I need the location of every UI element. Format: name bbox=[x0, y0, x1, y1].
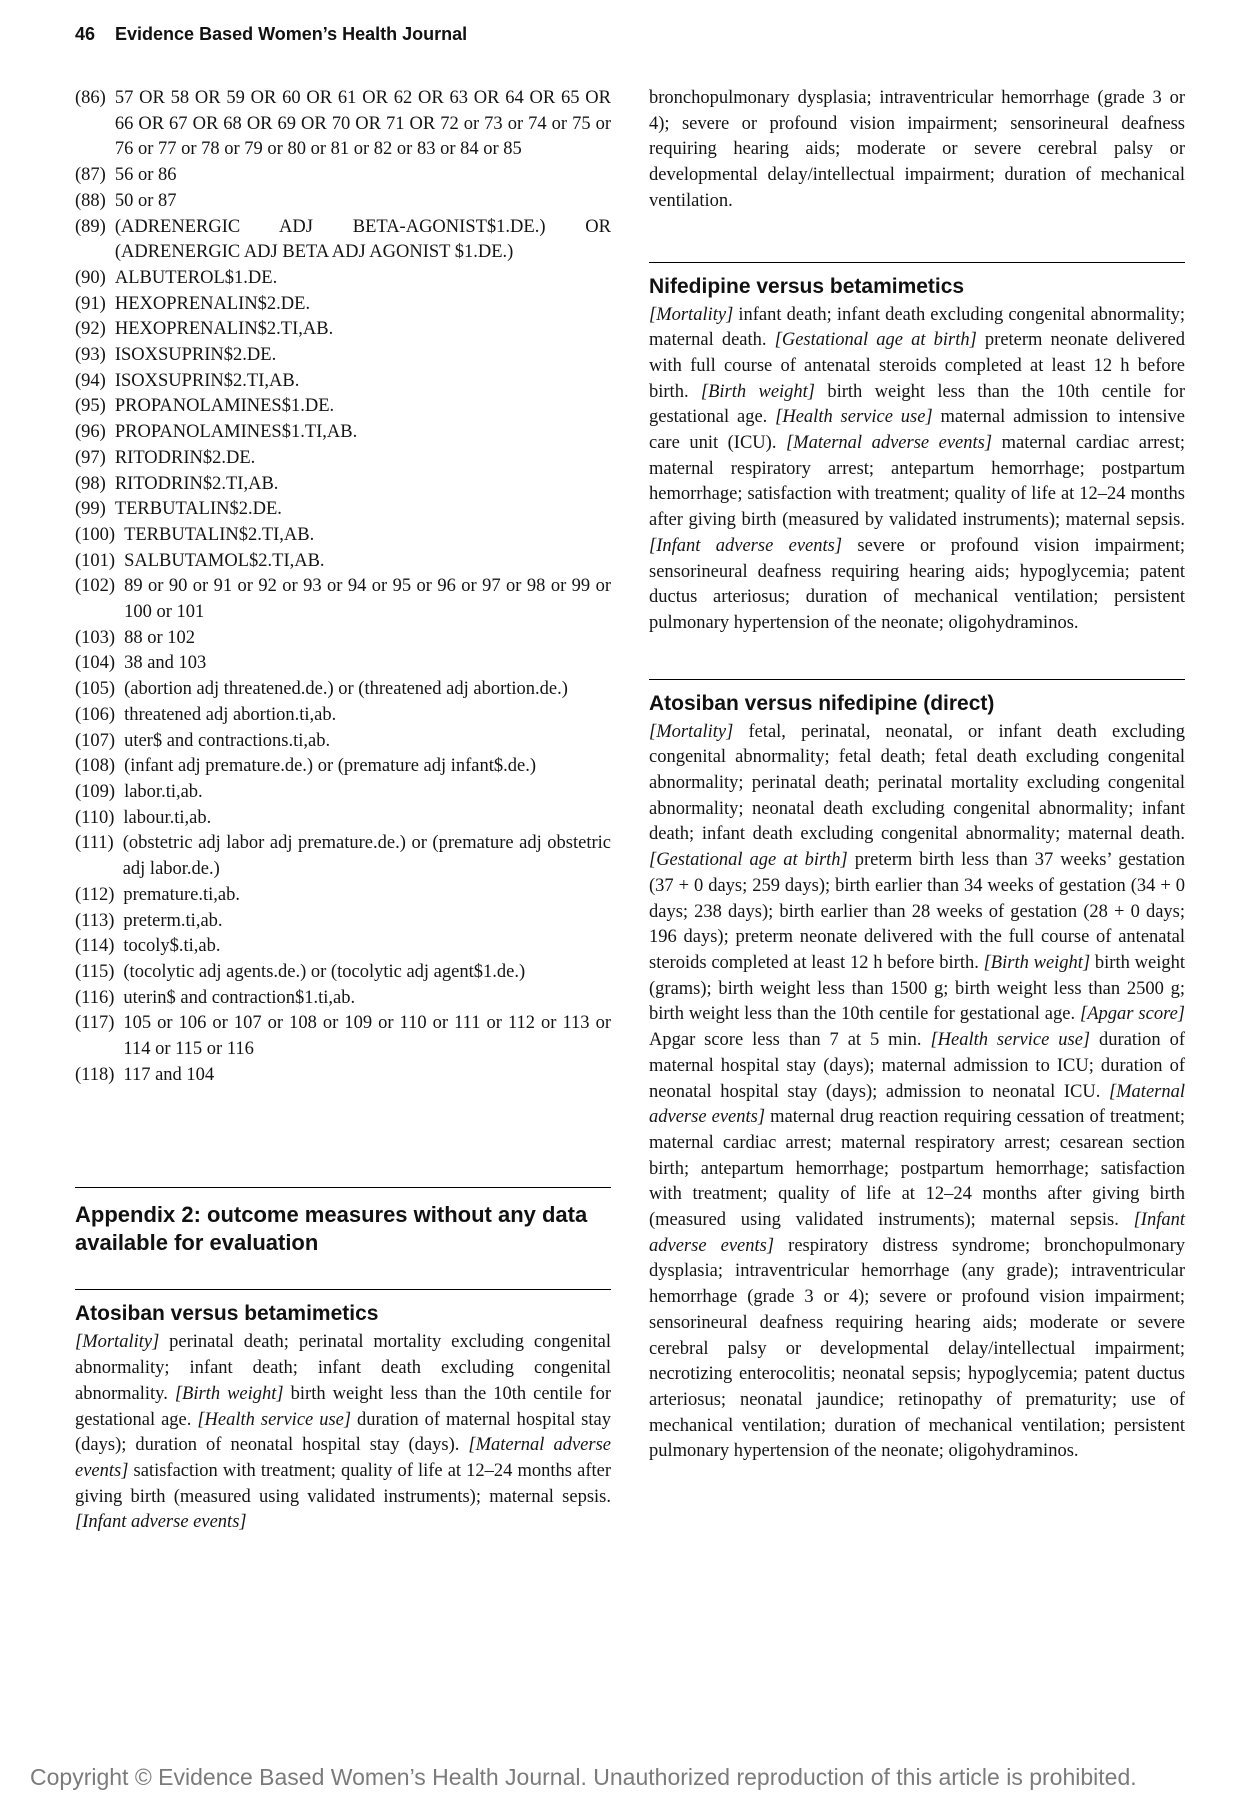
paragraph-text: Apgar score less than 7 at 5 min. bbox=[649, 1030, 931, 1051]
list-item bbox=[75, 394, 611, 420]
list-item-number: (102) bbox=[75, 576, 116, 597]
list-item bbox=[75, 574, 611, 625]
two-column-body bbox=[75, 86, 1185, 1536]
list-item-text: uterin$ and contraction$1.ti,ab. bbox=[123, 987, 356, 1008]
paragraph-text: bronchopulmonary dysplasia; intraventricular hemorrhage (grade 3 or 4); severe or profound vision impairment; sensorineural deafness requiring hearing aids; moderate or severe cerebral palsy or developmental delay/intellectual impairment; duration of mechanical ventilation. bbox=[649, 88, 1185, 211]
paragraph-text: birth weight less than the 10th centile for gestational age. bbox=[75, 1383, 611, 1430]
list-item-text: 38 and 103 bbox=[124, 653, 207, 674]
list-item-text: 56 or 86 bbox=[114, 165, 177, 186]
list-item-number: (87) bbox=[75, 165, 106, 186]
list-item-number: (110) bbox=[75, 807, 115, 828]
list-item-text: SALBUTAMOL$2.TI,AB. bbox=[124, 550, 325, 571]
list-item bbox=[75, 446, 611, 472]
list-item bbox=[75, 369, 611, 395]
list-item-number: (97) bbox=[75, 447, 106, 468]
paragraph-text: severe or profound vision impairment; sensorineural deafness requiring hearing aids; hypoglycemia; patent ductus arteriosus; duration of mechanical ventilation; persistent pulmonary hypertension of the neonate; oligohydraminos. bbox=[649, 535, 1185, 633]
list-item-text: 117 and 104 bbox=[123, 1064, 215, 1085]
list-item-number: (105) bbox=[75, 679, 116, 700]
list-item-number: (101) bbox=[75, 550, 116, 571]
list-item-text: tocoly$.ti,ab. bbox=[123, 936, 221, 957]
list-item-text: PROPANOLAMINES$1.TI,AB. bbox=[114, 422, 358, 443]
outcome-domain-label: [Mortality] bbox=[649, 304, 739, 325]
list-item bbox=[75, 266, 611, 292]
list-item bbox=[75, 549, 611, 575]
list-item bbox=[75, 806, 611, 832]
list-item-text: RITODRIN$2.TI,AB. bbox=[114, 473, 279, 494]
paragraph-text: preterm neonate delivered with full course of antenatal steroids completed at least 12 h before birth. bbox=[649, 330, 1186, 402]
list-item-text: TERBUTALIN$2.TI,AB. bbox=[124, 524, 315, 545]
section-nifedipine-vs-betamimetics bbox=[649, 262, 1185, 637]
list-item bbox=[75, 754, 611, 780]
list-item-text: HEXOPRENALIN$2.TI,AB. bbox=[114, 319, 334, 340]
list-item-text: RITODRIN$2.DE. bbox=[114, 447, 256, 468]
list-item bbox=[75, 497, 611, 523]
list-item bbox=[75, 780, 611, 806]
list-item-number: (94) bbox=[75, 370, 106, 391]
list-item-number: (114) bbox=[75, 936, 115, 957]
left-column bbox=[75, 86, 611, 1536]
list-item-number: (116) bbox=[75, 987, 115, 1008]
list-item-number: (106) bbox=[75, 704, 116, 725]
outcome-domain-label: [Birth weight] bbox=[174, 1383, 291, 1404]
section-rule bbox=[75, 1289, 611, 1290]
list-item bbox=[75, 986, 611, 1012]
list-item-number: (96) bbox=[75, 422, 106, 443]
list-item-number: (107) bbox=[75, 730, 116, 751]
section-paragraph bbox=[75, 1330, 611, 1536]
appendix-2-block bbox=[75, 1187, 611, 1257]
list-item-number: (92) bbox=[75, 319, 106, 340]
paragraph-text: perinatal death; perinatal mortality excluding congenital abnormality; infant death; infant death excluding congenital abnormality. bbox=[75, 1332, 611, 1404]
list-item-text: TERBUTALIN$2.DE. bbox=[114, 499, 282, 520]
list-item-number: (89) bbox=[75, 216, 106, 237]
copyright-footer: Copyright © Evidence Based Women’s Health Journal. Unauthorized reproduction of this article is prohibited. bbox=[30, 1764, 1137, 1790]
list-item bbox=[75, 883, 611, 909]
list-item-number: (99) bbox=[75, 499, 106, 520]
list-item-number: (111) bbox=[75, 833, 114, 854]
list-item bbox=[75, 420, 611, 446]
continuation-paragraph bbox=[649, 86, 1185, 215]
list-item-number: (118) bbox=[75, 1064, 115, 1085]
list-item-text: ISOXSUPRIN$2.TI,AB. bbox=[114, 370, 300, 391]
outcome-domain-label: [Health service use] bbox=[197, 1409, 358, 1430]
section-paragraph bbox=[649, 720, 1185, 1465]
list-item bbox=[75, 86, 611, 163]
list-item bbox=[75, 651, 611, 677]
list-item bbox=[75, 909, 611, 935]
paragraph-text: satisfaction with treatment; quality of life at 12–24 months after giving birth (measured using validated instruments); maternal sepsis. bbox=[75, 1460, 611, 1507]
paragraph-text: respiratory distress syndrome; bronchopulmonary dysplasia; intraventricular hemorrhage (any grade); intraventricular hemorrhage (grade 3 or 4); severe or profound vision impairment; sensorineural deafness requiring hearing aids; moderate or severe cerebral palsy or developmental delay/intellectual impairment; necrotizing enterocolitis; neonatal sepsis; hypoglycemia; patent ductus arteriosus; neonatal jaundice; retinopathy of prematurity; use of mechanical ventilation; duration of mechanical ventilation; persistent pulmonary hypertension of the neonate; oligohydraminos. bbox=[649, 1235, 1185, 1462]
list-item-number: (93) bbox=[75, 345, 106, 366]
list-item-text: ALBUTEROL$1.DE. bbox=[114, 267, 278, 288]
paragraph-text: maternal drug reaction requiring cessation of treatment; maternal cardiac arrest; maternal respiratory arrest; cesarean section birth; antepartum hemorrhage; postpartum hemorrhage; satisfaction with treatment; quality of life at 12–24 months after giving birth (measured using validated instruments); maternal sepsis. bbox=[649, 1107, 1185, 1231]
list-item bbox=[75, 1063, 611, 1089]
list-item-text: (abortion adj threatened.de.) or (threatened adj abortion.de.) bbox=[124, 679, 568, 700]
list-item-text: (tocolytic adj agents.de.) or (tocolytic adj agent$1.de.) bbox=[123, 961, 526, 982]
list-item bbox=[75, 626, 611, 652]
outcome-domain-label: [Health service use] bbox=[775, 407, 941, 428]
list-item-text: (obstetric adj labor adj premature.de.) or (premature adj obstetric adj labor.de.) bbox=[122, 833, 611, 880]
list-item bbox=[75, 189, 611, 215]
paragraph-text: infant death; infant death excluding congenital abnormality; maternal death. bbox=[649, 304, 1186, 351]
right-column bbox=[649, 86, 1185, 1536]
list-item-number: (112) bbox=[75, 884, 115, 905]
paragraph-text: duration of maternal hospital stay (days); duration of neonatal hospital stay (days). bbox=[75, 1409, 611, 1456]
list-item-text: 105 or 106 or 107 or 108 or 109 or 110 or 111 or 112 or 113 or 114 or 115 or 116 bbox=[123, 1013, 611, 1060]
list-item-text: premature.ti,ab. bbox=[123, 884, 240, 905]
list-item-text: threatened adj abortion.ti,ab. bbox=[124, 704, 337, 725]
list-item bbox=[75, 523, 611, 549]
outcome-domain-label: [Apgar score] bbox=[1080, 1004, 1185, 1025]
list-item-text: ISOXSUPRIN$2.DE. bbox=[114, 345, 277, 366]
list-item-number: (100) bbox=[75, 524, 116, 545]
list-item-number: (88) bbox=[75, 190, 106, 211]
list-item-text: uter$ and contractions.ti,ab. bbox=[124, 730, 331, 751]
outcome-domain-label: [Maternal adverse events] bbox=[649, 1081, 1185, 1128]
list-item bbox=[75, 831, 611, 882]
paragraph-text: maternal admission to intensive care unit (ICU). bbox=[649, 407, 1185, 454]
outcome-domain-label: [Mortality] bbox=[75, 1332, 170, 1353]
section-heading: Atosiban versus betamimetics bbox=[75, 1302, 379, 1326]
list-item bbox=[75, 317, 611, 343]
section-heading: Atosiban versus nifedipine (direct) bbox=[649, 691, 995, 715]
list-item bbox=[75, 1011, 611, 1062]
list-item-number: (86) bbox=[75, 88, 106, 108]
list-item-number: (115) bbox=[75, 961, 115, 982]
section-heading: Nifedipine versus betamimetics bbox=[649, 274, 965, 298]
outcome-domain-label: [Infant adverse events] bbox=[649, 535, 858, 556]
outcome-domain-label: [Gestational age at birth] bbox=[774, 330, 985, 351]
search-strategy-list bbox=[75, 86, 611, 1088]
list-item bbox=[75, 343, 611, 369]
outcome-domain-label: [Health service use] bbox=[930, 1030, 1100, 1051]
section-rule bbox=[75, 1187, 611, 1188]
list-item-number: (113) bbox=[75, 910, 115, 931]
list-item-number: (91) bbox=[75, 293, 106, 314]
list-item-number: (95) bbox=[75, 396, 106, 417]
list-item-number: (104) bbox=[75, 653, 116, 674]
outcome-domain-label: [Birth weight] bbox=[700, 381, 828, 402]
list-item-text: 50 or 87 bbox=[114, 190, 177, 211]
list-item-number: (90) bbox=[75, 267, 106, 288]
section-atosiban-vs-nifedipine-direct bbox=[649, 679, 1185, 1465]
outcome-domain-label: [Infant adverse events] bbox=[649, 1210, 1185, 1256]
list-item-text: preterm.ti,ab. bbox=[123, 910, 223, 931]
paragraph-text: maternal cardiac arrest; maternal respiratory arrest; antepartum hemorrhage; postpartum hemorrhage; satisfaction with treatment; quality of life at 12–24 months after giving birth (measured by validated instruments); maternal sepsis. bbox=[649, 433, 1185, 531]
list-item-number: (109) bbox=[75, 781, 116, 802]
list-item bbox=[75, 292, 611, 318]
outcome-domain-label: [Birth weight] bbox=[983, 952, 1095, 973]
outcome-domain-label: [Mortality] bbox=[649, 721, 749, 742]
running-header bbox=[75, 24, 467, 45]
journal-title: Evidence Based Women’s Health Journal bbox=[115, 24, 468, 44]
paragraph-text: preterm birth less than 37 weeks’ gestation (37 + 0 days; 259 days); birth earlier than 34 weeks of gestation (34 + 0 days; 238 days); birth earlier than 28 weeks of gestation (28 + 0 days; 196 days); preterm neonate delivered with the full course of antenatal steroids completed at least 12 h before birth. bbox=[649, 850, 1185, 973]
outcome-domain-label: [Maternal adverse events] bbox=[75, 1435, 611, 1481]
list-item-number: (108) bbox=[75, 756, 116, 777]
list-item-number: (98) bbox=[75, 473, 106, 494]
list-item-text: (infant adj premature.de.) or (premature adj infant$.de.) bbox=[124, 756, 537, 777]
list-item-text: 57 OR 58 OR 59 OR 60 OR 61 OR 62 OR 63 OR 64 OR 65 OR 66 OR 67 OR 68 OR 69 OR 70 OR 71 OR 72 or 73 or 74 or 75 or 76 or 77 or 78 or 79 or 80 or 81 or 82 or 83 or 84 or 85 bbox=[114, 88, 611, 160]
list-item bbox=[75, 934, 611, 960]
paragraph-text: fetal, perinatal, neonatal, or infant death excluding congenital abnormality; fetal death; fetal death excluding congenital abnormality; perinatal death; perinatal mortality excluding congenital abnormality; neonatal death excluding congenital abnormality; infant death; infant death excluding congenital abnormality; maternal death. bbox=[649, 721, 1185, 845]
section-rule bbox=[649, 262, 1185, 263]
section-rule bbox=[649, 679, 1185, 680]
appendix-2-title: Appendix 2: outcome measures without any data available for evaluation bbox=[75, 1202, 588, 1256]
paragraph-text: birth weight (grams); birth weight less than 1500 g; birth weight less than 2500 g; birth weight less than the 10th centile for gestational age. bbox=[649, 952, 1185, 1025]
list-item bbox=[75, 677, 611, 703]
list-item-number: (103) bbox=[75, 627, 116, 648]
list-item bbox=[75, 215, 611, 266]
section-paragraph bbox=[649, 303, 1185, 637]
list-item bbox=[75, 472, 611, 498]
list-item-text: HEXOPRENALIN$2.DE. bbox=[114, 293, 311, 314]
list-item bbox=[75, 163, 611, 189]
outcome-domain-label: [Infant adverse events] bbox=[75, 1512, 247, 1533]
list-item-text: 89 or 90 or 91 or 92 or 93 or 94 or 95 or 96 or 97 or 98 or 99 or 100 or 101 bbox=[124, 576, 611, 623]
list-item bbox=[75, 960, 611, 986]
list-item-text: PROPANOLAMINES$1.DE. bbox=[114, 396, 335, 417]
list-item bbox=[75, 729, 611, 755]
paragraph-text: birth weight less than the 10th centile for gestational age. bbox=[649, 381, 1185, 428]
list-item-text: (ADRENERGIC ADJ BETA-AGONIST$1.DE.) OR (ADRENERGIC ADJ BETA ADJ AGONIST $1.DE.) bbox=[114, 216, 611, 263]
list-item-text: labor.ti,ab. bbox=[124, 781, 203, 802]
section-atosiban-vs-betamimetics bbox=[75, 1289, 611, 1536]
list-item-text: 88 or 102 bbox=[124, 627, 195, 648]
list-item-number: (117) bbox=[75, 1013, 115, 1034]
page-number: 46 bbox=[75, 24, 96, 44]
outcome-domain-label: [Maternal adverse events] bbox=[785, 433, 1002, 454]
list-item-text: labour.ti,ab. bbox=[123, 807, 212, 828]
list-item bbox=[75, 703, 611, 729]
outcome-domain-label: [Gestational age at birth] bbox=[649, 850, 855, 871]
paragraph-text: duration of maternal hospital stay (days); maternal admission to ICU; duration of neonatal hospital stay (days); admission to neonatal ICU. bbox=[649, 1030, 1186, 1102]
